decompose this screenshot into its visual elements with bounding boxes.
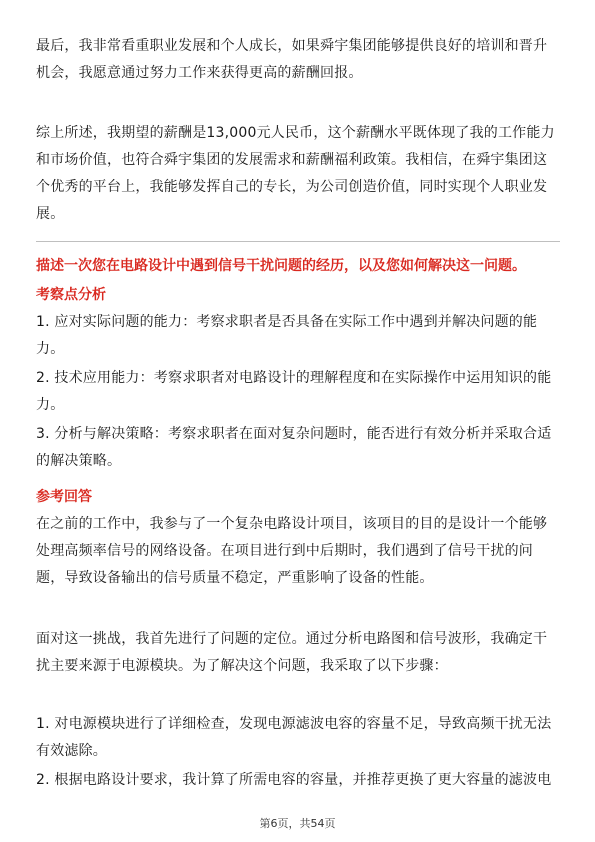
section-divider (36, 241, 560, 242)
paragraph-career-growth (36, 33, 560, 87)
page-number: 第6页，共54页 (259, 817, 336, 830)
answer-paragraph-1 (36, 511, 560, 592)
text-line: 题，导致设备输出的信号质量不稳定，严重影响了设备的性能。 (36, 570, 434, 586)
text-line: 展。 (36, 206, 65, 222)
analysis-label: 考察点分析 (36, 287, 106, 303)
analysis-item-2 (36, 365, 560, 419)
text-line: 处理高频率信号的网络设备。在项目进行到中后期时，我们遇到了信号干扰的问 (36, 543, 533, 559)
text-line: 2. 技术应用能力：考察求职者对电路设计的理解程度和在实际操作中运用知识的能 (36, 370, 552, 386)
text-line: 3. 分析与解决策略：考察求职者在面对复杂问题时，能否进行有效分析并采取合适 (36, 426, 552, 442)
analysis-item-3 (36, 421, 560, 475)
text-line: 最后，我非常看重职业发展和个人成长，如果舜宇集团能够提供良好的培训和晋升 (36, 38, 548, 54)
text-line: 扰主要来源于电源模块。为了解决这个问题，我采取了以下步骤： (36, 658, 448, 674)
text-line: 力。 (36, 397, 65, 413)
answer-paragraph-2 (36, 626, 560, 680)
answer-label: 参考回答 (36, 489, 92, 505)
answer-step-2 (36, 767, 560, 794)
text-line: 和市场价值，也符合舜宇集团的发展需求和薪酬福利政策。我相信，在舜宇集团这 (36, 152, 548, 168)
text-line: 综上所述，我期望的薪酬是13,000元人民币，这个薪酬水平既体现了我的工作能力 (36, 125, 555, 141)
answer-step-1 (36, 711, 560, 765)
text-line: 个优秀的平台上，我能够发挥自己的专长，为公司创造价值，同时实现个人职业发 (36, 179, 548, 195)
text-line: 1. 应对实际问题的能力：考察求职者是否具备在实际工作中遇到并解决问题的能 (36, 314, 538, 330)
paragraph-summary (36, 120, 560, 228)
text-line: 的解决策略。 (36, 453, 122, 469)
text-line: 力。 (36, 341, 65, 357)
analysis-item-1 (36, 309, 560, 363)
question-title: 描述一次您在电路设计中遇到信号干扰问题的经历，以及您如何解决这一问题。 (36, 258, 526, 274)
text-line: 面对这一挑战，我首先进行了问题的定位。通过分析电路图和信号波形，我确定干 (36, 631, 548, 647)
text-line: 1. 对电源模块进行了详细检查，发现电源滤波电容的容量不足，导致高频干扰无法 (36, 716, 552, 732)
text-line: 在之前的工作中，我参与了一个复杂电路设计项目，该项目的目的是设计一个能够 (36, 516, 548, 532)
text-line: 2. 根据电路设计要求，我计算了所需电容的容量，并推荐更换了更大容量的滤波电 (36, 772, 552, 788)
text-line: 机会，我愿意通过努力工作来获得更高的薪酬回报。 (36, 65, 363, 81)
text-line: 有效滤除。 (36, 743, 107, 759)
